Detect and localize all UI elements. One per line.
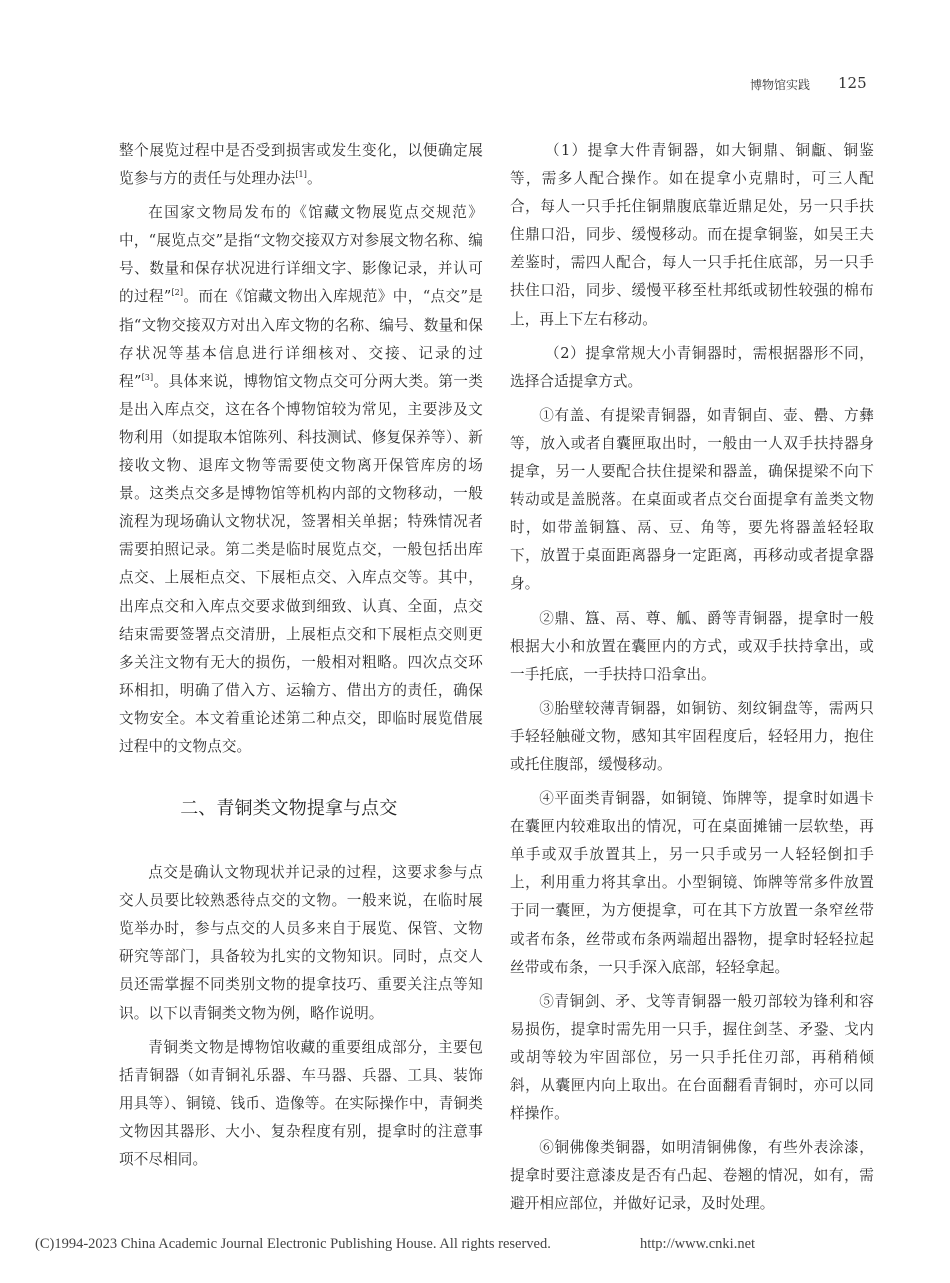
- paragraph-text: 整个展览过程中是否受到损害或发生变化，以便确定展览参与方的责任与处理办法: [119, 142, 483, 188]
- page-header: [0, 74, 950, 96]
- paragraph-text-c: 。具体来说，博物馆文物点交可分两大类。第一类是出入库点交，这在各个博物馆较为常见，主要涉及文物利用（如提取本馆陈列、科技测试、修复保养等）、新接收文物、退库文物等需要使文物离开保管库房的场景。这类点交多是博物馆等机构内部的文物移动，一般流程为现场确认文物状况，签署相关单据；特殊情况者需要拍照记录。第二类是临时展览点交，一般包括出库点交、上展柜点交、下展柜点交、入库点交等。其中，出库点交和入库点交要求做到细致、认真、全面，点交结束需要签署点交清册，上展柜点交和下展柜点交则更多关注文物有无大的损伤，一般相对粗略。四次点交环环相扣，明确了借入方、运输方、借出方的责任，确保文物安全。本文着重论述第二种点交，即临时展览借展过程中的文物点交。: [119, 372, 483, 755]
- citation-2: [2]: [171, 288, 184, 298]
- paragraph-item-4: ④平面类青铜器，如铜镜、饰牌等，提拿时如遇卡在囊匣内较难取出的情况，可在桌面摊铺一层软垫，再单手或双手放置其上，另一只手或另一人轻轻倒扣手上，利用重力将其拿出。小型铜镜、饰牌等常多件放置于同一囊匣，为方便提拿，可在其下方放置一条窄丝带或者布条，丝带或布条两端超出器物，提拿时轻轻拉起丝带或布条，一只手深入底部，轻轻拿起。: [510, 790, 874, 976]
- paragraph-text-a: 在国家文物局发布的《馆藏文物展览点交规范》中，“展览点交”是指“文物交接双方对参展文物名称、编号、数量和保存状况进行详细文字、影像记录，并认可的过程”: [119, 204, 483, 306]
- paragraph-regular-bronze: （2）提拿常规大小青铜器时，需根据器形不同，选择合适提拿方式。: [510, 344, 874, 390]
- paragraph-intro: 点交是确认文物现状并记录的过程，这要求参与点交人员要比较熟悉待点交的文物。一般来说，在临时展览举办时，参与点交的人员多来自于展览、保管、文物研究等部门，具备较为扎实的文物知识。同时，点交人员还需掌握不同类别文物的提拿技巧、重要关注点等知识。以下以青铜类文物为例，略作说明。: [119, 864, 483, 1022]
- left-column: [119, 137, 483, 1180]
- paragraph-continuation: [119, 137, 483, 193]
- paragraph-large-bronze: （1）提拿大件青铜器，如大铜鼎、铜甗、铜鉴等，需多人配合操作。如在提拿小克鼎时，可三人配合，每人一只手托住铜鼎腹底靠近鼎足处，另一只手扶住鼎口沿，同步、缓慢移动。而在提拿铜鉴，如吴王夫差鉴时，需四人配合，每人一只手托住底部，另一只手扶住口沿，同步、缓慢平移至杜邦纸或韧性较强的棉布上，再上下左右移动。: [510, 142, 874, 328]
- paragraph-item-6: ⑥铜佛像类铜器，如明清铜佛像，有些外表涂漆，提拿时要注意漆皮是否有凸起、卷翘的情况，如有，需避开相应部位，并做好记录，及时处理。: [510, 1139, 874, 1213]
- paragraph-definition: [119, 199, 483, 761]
- paragraph-item-2: ②鼎、簋、鬲、尊、觚、爵等青铜器，提拿时一般根据大小和放置在囊匣内的方式，或双手扶持拿出，或一手托底，一手扶持口沿拿出。: [510, 609, 874, 683]
- right-column: [510, 137, 874, 1224]
- paragraph-item-5: ⑤青铜剑、矛、戈等青铜器一般刃部较为锋利和容易损伤，提拿时需先用一只手，握住剑茎、矛銎、戈内或胡等较为牢固部位，另一只手托住刃部，再稍稍倾斜，从囊匣内向上取出。在台面翻看青铜时，亦可以同样操作。: [510, 992, 874, 1123]
- footer-url: http://www.cnki.net: [640, 1236, 756, 1252]
- paragraph-text-b: 。而在《馆藏文物出入库规范》中，“点交”是指“文物交接双方对出入库文物的名称、编号、数量和保存状况等基本信息进行详细核对、交接、记录的过程”: [119, 288, 483, 390]
- page-number: 125: [838, 74, 867, 92]
- citation-1: [1]: [295, 170, 307, 180]
- citation-3: [3]: [141, 372, 154, 382]
- paragraph-item-1: ①有盖、有提梁青铜器，如青铜卣、壶、罍、方彝等，放入或者自囊匣取出时，一般由一人双手扶持器身提拿，另一人要配合扶住提梁和器盖，确保提梁不向下转动或是盖脱落。在桌面或者点交台面提拿有盖类文物时，如带盖铜簋、鬲、豆、角等，要先将器盖轻轻取下，放置于桌面距离器身一定距离，再移动或者提拿器身。: [510, 406, 874, 593]
- section-heading: 二、青铜类文物提拿与点交: [180, 798, 398, 820]
- punctuation: 。: [306, 170, 322, 188]
- journal-section-title: 博物馆实践: [750, 78, 811, 92]
- copyright-notice: (C)1994-2023 China Academic Journal Electronic Publishing House. All rights reserved.: [35, 1236, 551, 1252]
- paragraph-bronze-overview: 青铜类文物是博物馆收藏的重要组成部分，主要包括青铜器（如青铜礼乐器、车马器、兵器、工具、装饰用具等）、铜镜、钱币、造像等。在实际操作中，青铜类文物因其器形、大小、复杂程度有别，提拿时的注意事项不尽相同。: [119, 1038, 483, 1168]
- paragraph-item-3: ③胎壁较薄青铜器，如铜钫、刻纹铜盘等，需两只手轻轻触碰文物，感知其牢固程度后，轻轻用力，抱住或托住腹部，缓慢移动。: [510, 699, 874, 773]
